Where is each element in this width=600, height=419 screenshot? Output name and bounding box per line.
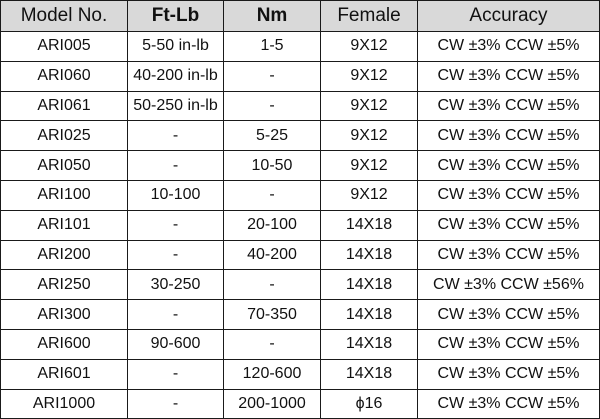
header-female: Female — [321, 1, 418, 32]
ft-lb-cell: - — [128, 210, 224, 240]
ft-lb-cell: 40-200 in-lb — [128, 61, 224, 91]
table-row — [1, 91, 600, 121]
ft-lb-cell: - — [128, 240, 224, 270]
female-cell: 14X18 — [321, 300, 418, 330]
nm-cell: - — [224, 91, 321, 121]
female-cell: 14X18 — [321, 329, 418, 359]
accuracy-cell: CW ±3% CCW ±5% — [418, 151, 600, 181]
nm-cell: 40-200 — [224, 240, 321, 270]
header-row — [1, 1, 600, 32]
table-row — [1, 359, 600, 389]
ft-lb-cell: - — [128, 121, 224, 151]
nm-cell: 70-350 — [224, 300, 321, 330]
nm-cell: 20-100 — [224, 210, 321, 240]
nm-cell: - — [224, 329, 321, 359]
table-row — [1, 210, 600, 240]
header-accuracy: Accuracy — [418, 1, 600, 32]
ft-lb-cell: 90-600 — [128, 329, 224, 359]
table-row — [1, 329, 600, 359]
model-no-cell: ARI005 — [1, 32, 128, 62]
header-model-no: Model No. — [1, 1, 128, 32]
table-row — [1, 389, 600, 419]
female-cell: 9X12 — [321, 61, 418, 91]
table-row — [1, 61, 600, 91]
accuracy-cell: CW ±3% CCW ±5% — [418, 389, 600, 419]
nm-cell: 1-5 — [224, 32, 321, 62]
accuracy-cell: CW ±3% CCW ±5% — [418, 91, 600, 121]
model-no-cell: ARI300 — [1, 300, 128, 330]
accuracy-cell: CW ±3% CCW ±5% — [418, 121, 600, 151]
female-cell: 14X18 — [321, 270, 418, 300]
nm-cell: - — [224, 180, 321, 210]
female-cell: 9X12 — [321, 91, 418, 121]
table-row — [1, 151, 600, 181]
model-no-cell: ARI200 — [1, 240, 128, 270]
table-row — [1, 240, 600, 270]
model-no-cell: ARI101 — [1, 210, 128, 240]
female-cell: 9X12 — [321, 180, 418, 210]
ft-lb-cell: 5-50 in-lb — [128, 32, 224, 62]
table-row — [1, 180, 600, 210]
accuracy-cell: CW ±3% CCW ±5% — [418, 240, 600, 270]
nm-cell: - — [224, 270, 321, 300]
nm-cell: 5-25 — [224, 121, 321, 151]
accuracy-cell: CW ±3% CCW ±5% — [418, 359, 600, 389]
ft-lb-cell: - — [128, 300, 224, 330]
female-cell: ϕ16 — [321, 389, 418, 419]
model-no-cell: ARI601 — [1, 359, 128, 389]
table-row — [1, 32, 600, 62]
female-cell: 9X12 — [321, 151, 418, 181]
model-no-cell: ARI025 — [1, 121, 128, 151]
female-cell: 14X18 — [321, 240, 418, 270]
header-ft-lb: Ft-Lb — [128, 1, 224, 32]
table-row — [1, 121, 600, 151]
nm-cell: - — [224, 61, 321, 91]
ft-lb-cell: - — [128, 151, 224, 181]
ft-lb-cell: 10-100 — [128, 180, 224, 210]
female-cell: 14X18 — [321, 210, 418, 240]
nm-cell: 200-1000 — [224, 389, 321, 419]
ft-lb-cell: - — [128, 389, 224, 419]
accuracy-cell: CW ±3% CCW ±5% — [418, 329, 600, 359]
accuracy-cell: CW ±3% CCW ±5% — [418, 32, 600, 62]
model-no-cell: ARI1000 — [1, 389, 128, 419]
ft-lb-cell: 50-250 in-lb — [128, 91, 224, 121]
model-no-cell: ARI600 — [1, 329, 128, 359]
accuracy-cell: CW ±3% CCW ±5% — [418, 300, 600, 330]
accuracy-cell: CW ±3% CCW ±5% — [418, 210, 600, 240]
table-row — [1, 270, 600, 300]
model-no-cell: ARI050 — [1, 151, 128, 181]
female-cell: 9X12 — [321, 32, 418, 62]
ft-lb-cell: 30-250 — [128, 270, 224, 300]
nm-cell: 10-50 — [224, 151, 321, 181]
accuracy-cell: CW ±3% CCW ±5% — [418, 180, 600, 210]
model-no-cell: ARI060 — [1, 61, 128, 91]
female-cell: 9X12 — [321, 121, 418, 151]
model-no-cell: ARI250 — [1, 270, 128, 300]
ft-lb-cell: - — [128, 359, 224, 389]
nm-cell: 120-600 — [224, 359, 321, 389]
accuracy-cell: CW ±3% CCW ±5% — [418, 61, 600, 91]
accuracy-cell: CW ±3% CCW ±56% — [418, 270, 600, 300]
table-row — [1, 300, 600, 330]
model-no-cell: ARI061 — [1, 91, 128, 121]
female-cell: 14X18 — [321, 359, 418, 389]
model-no-cell: ARI100 — [1, 180, 128, 210]
header-nm: Nm — [224, 1, 321, 32]
